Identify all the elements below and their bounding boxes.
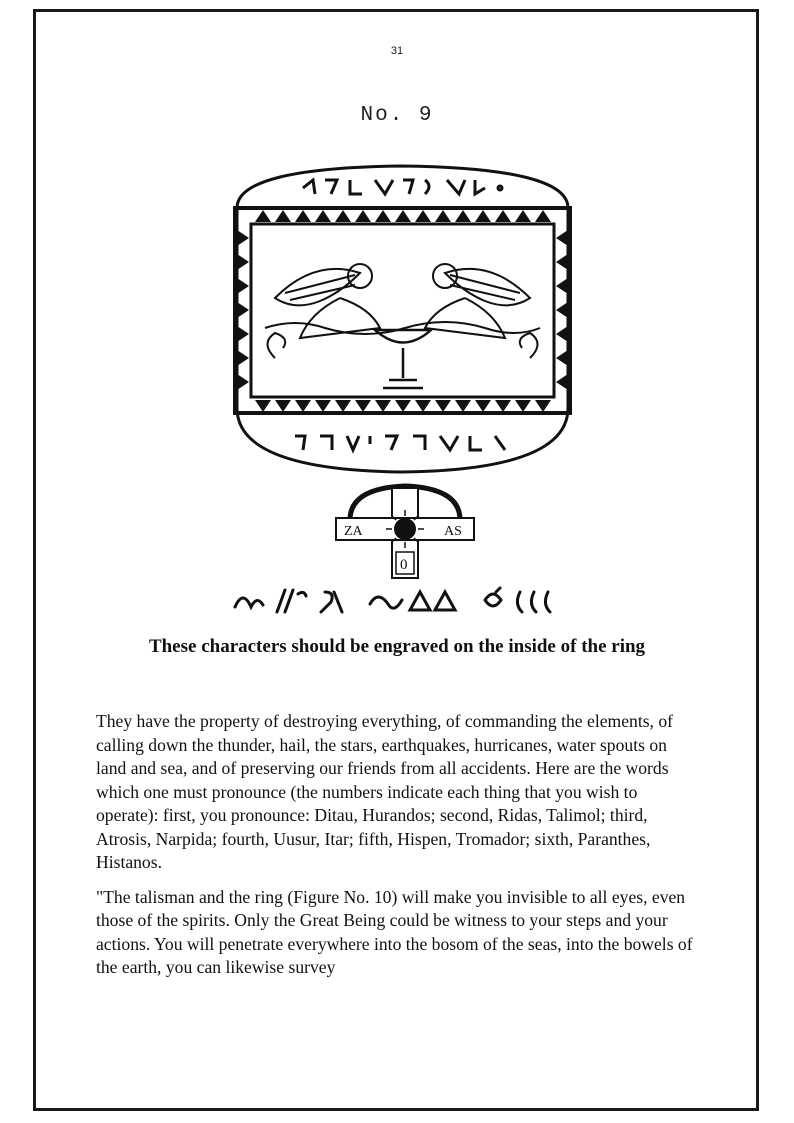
chalice bbox=[375, 330, 431, 388]
paragraph-1: They have the property of destroying everything, of commanding the elements, of calling down the thunder, hail, the stars, earthquakes, hurricanes, water spouts on land and sea, and of preserving our friends from all accidents. Here are the words which one must pronounce (the numbers indicate each thing that you wish to operate): first, you pronounce: Ditau, Hurandos; second, Ridas, Talimol; third, Atrosis, Narpida; fourth, Uusur, Itar; fifth, Hispen, Tromador; sixth, Paranthes, Histanos. bbox=[96, 711, 674, 872]
winged-figures bbox=[265, 264, 540, 358]
magical-characters-row bbox=[230, 582, 560, 616]
top-inscription-glyphs bbox=[303, 180, 502, 194]
page-number: 31 bbox=[390, 45, 404, 57]
ring-bottom-letter: 0 bbox=[400, 557, 408, 573]
talisman-seal-illustration bbox=[225, 158, 580, 478]
figure-caption: These characters should be engraved on the inside of the ring bbox=[148, 636, 646, 657]
figure-label: No. 9 bbox=[360, 104, 434, 127]
body-text bbox=[96, 710, 696, 991]
ring-left-letters: ZA bbox=[344, 524, 363, 539]
ring-diagram bbox=[330, 480, 480, 580]
bottom-inscription-glyphs bbox=[295, 436, 505, 450]
ring-right-letters: AS bbox=[444, 524, 462, 539]
triangle-border bbox=[237, 210, 568, 412]
paragraph-2: "The talisman and the ring (Figure No. 10) will make you invisible to all eyes, even those of the spirits. Only the Great Being could be witness to your steps and your actions. You will penetrate everywhere into the bosom of the seas, into the bowels of the earth, you can likewise survey bbox=[96, 886, 693, 977]
